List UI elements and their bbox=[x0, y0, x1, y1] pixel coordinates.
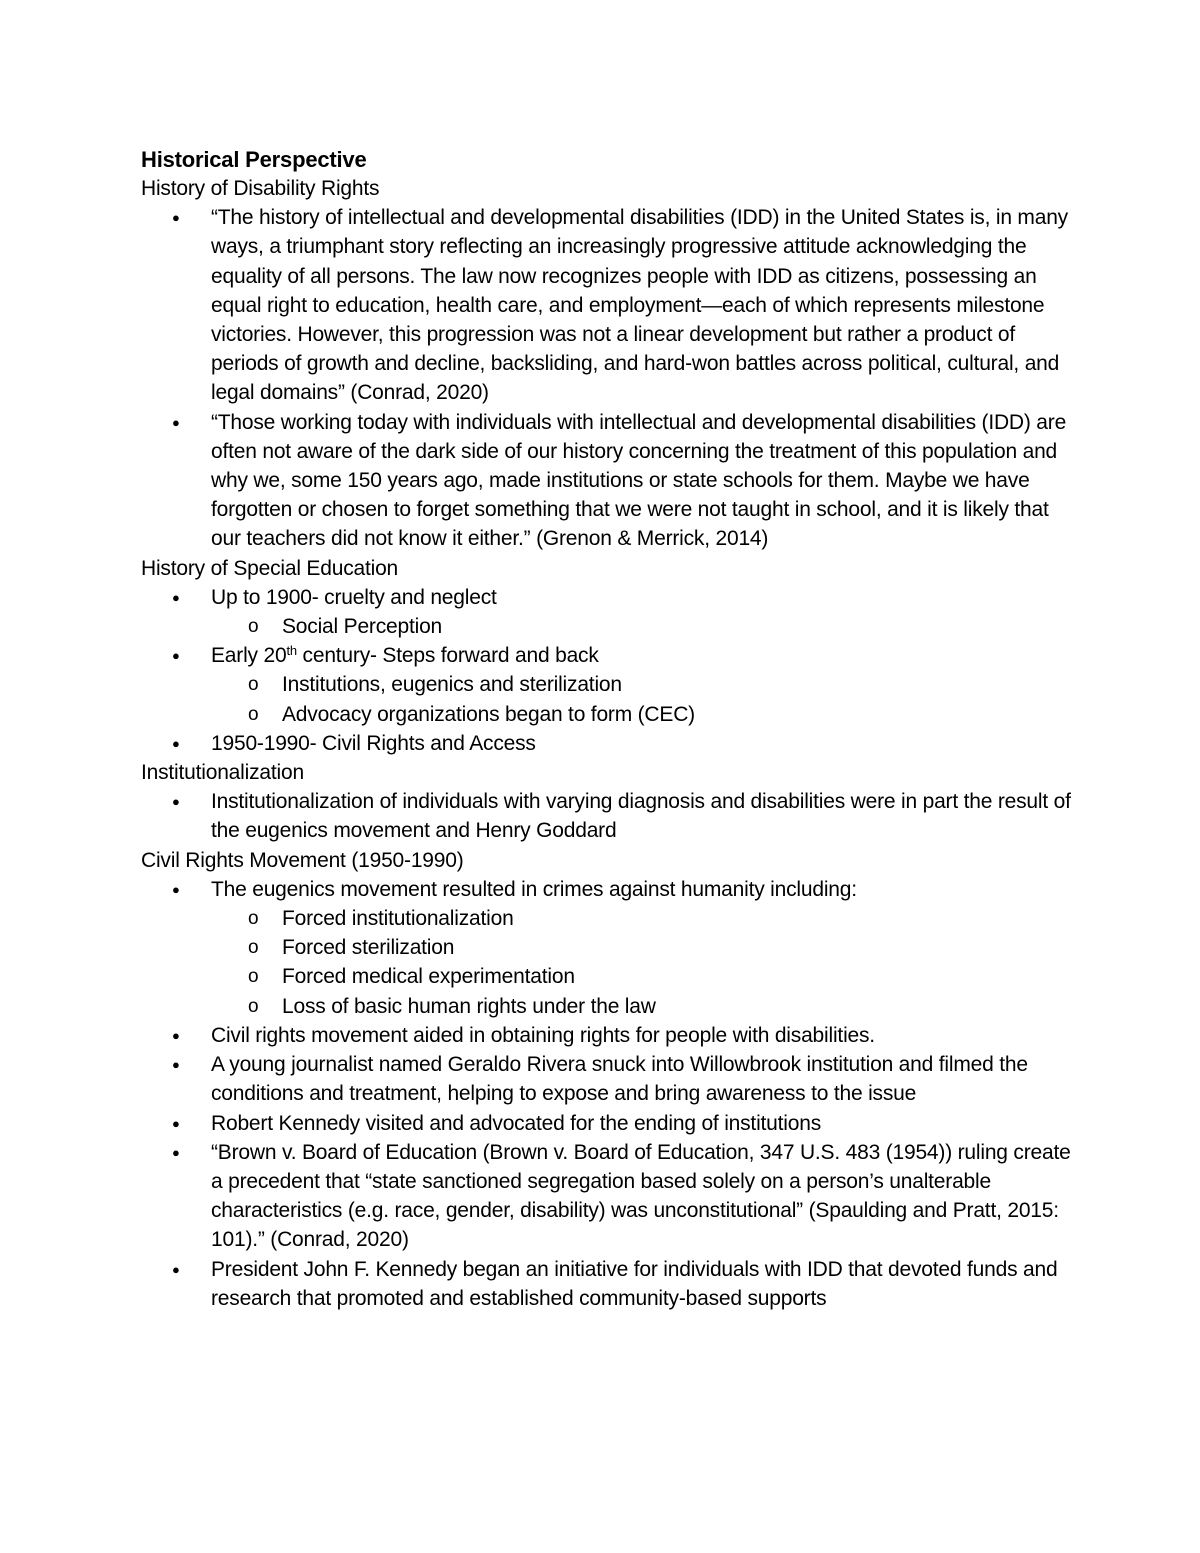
list-item: ● Civil rights movement aided in obtaining rights for people with disabilities. bbox=[211, 1021, 1071, 1050]
section-heading-civil-rights: Civil Rights Movement (1950-1990) bbox=[141, 848, 464, 872]
special-education-list bbox=[141, 583, 1071, 758]
sub-list-item: o Social Perception bbox=[282, 612, 1071, 641]
list-item: ● “The history of intellectual and developmental disabilities (IDD) in the United States is, in many ways, a triumphant story reflecting an increasingly progressive attitude acknowledging the equality of all persons. The law now recognizes people with IDD as citizens, possessing an equal right to education, health care, and employment—each of which represents milestone victories. However, this progression was not a linear development but rather a product of periods of growth and decline, backsliding, and hard-won battles across political, cultural, and legal domains” (Conrad, 2020) bbox=[211, 203, 1071, 407]
institutionalization-list bbox=[141, 787, 1071, 845]
sub-list-item: o Forced medical experimentation bbox=[282, 962, 1071, 991]
civil-rights-list bbox=[141, 875, 1071, 1313]
list-item: ● “Brown v. Board of Education (Brown v. Board of Education, 347 U.S. 483 (1954)) ruling create a precedent that “state sanctioned segregation based solely on a person’s unalterable characteristics (e.g. race, gender, disability) was unconstitutional” (Spaulding and Pratt, 2015: 101).” (Conrad, 2020) bbox=[211, 1138, 1071, 1255]
document-title: Historical Perspective bbox=[141, 147, 367, 172]
sub-list bbox=[211, 612, 1071, 641]
list-item bbox=[211, 875, 1071, 1021]
disability-rights-list bbox=[141, 203, 1071, 553]
sub-list bbox=[211, 904, 1071, 1021]
list-item-text-suffix: century- Steps forward and back bbox=[296, 644, 599, 668]
list-item-text: The eugenics movement resulted in crimes against humanity including: bbox=[211, 877, 857, 901]
list-item: ● President John F. Kennedy began an initiative for individuals with IDD that devoted funds and research that promoted and established community-based supports bbox=[211, 1255, 1071, 1313]
list-item: ● Robert Kennedy visited and advocated for the ending of institutions bbox=[211, 1109, 1071, 1138]
sub-list bbox=[211, 670, 1071, 728]
section-heading-special-education: History of Special Education bbox=[141, 556, 399, 580]
section-heading-disability-rights: History of Disability Rights bbox=[141, 177, 380, 200]
list-item-text-prefix: Early 20 bbox=[211, 644, 287, 668]
sub-list-item: o Forced sterilization bbox=[282, 933, 1071, 962]
sub-list-item: o Institutions, eugenics and sterilization bbox=[282, 670, 1071, 699]
list-item bbox=[211, 641, 1071, 729]
list-item: ● Institutionalization of individuals with varying diagnosis and disabilities were in part the result of the eugenics movement and Henry Goddard bbox=[211, 787, 1071, 845]
list-item-text: Up to 1900- cruelty and neglect bbox=[211, 585, 497, 609]
list-item bbox=[211, 583, 1071, 641]
list-item: ● “Those working today with individuals with intellectual and developmental disabilities (IDD) are often not aware of the dark side of our history concerning the treatment of this population and why we, some 150 years ago, made institutions or state schools for them. Maybe we have forgotten or chosen to forget something that we were not taught in school, and it is likely that our teachers did not know it either.” (Grenon & Merrick, 2014) bbox=[211, 408, 1071, 554]
superscript: th bbox=[286, 643, 297, 659]
list-item: ● A young journalist named Geraldo Rivera snuck into Willowbrook institution and filmed the conditions and treatment, helping to expose and bring awareness to the issue bbox=[211, 1050, 1071, 1108]
sub-list-item: o Loss of basic human rights under the law bbox=[282, 992, 1071, 1021]
document-page bbox=[141, 146, 1071, 1313]
sub-list-item: o Advocacy organizations began to form (CEC) bbox=[282, 700, 1071, 729]
list-item: ● 1950-1990- Civil Rights and Access bbox=[211, 729, 1071, 758]
sub-list-item: o Forced institutionalization bbox=[282, 904, 1071, 933]
section-heading-institutionalization: Institutionalization bbox=[141, 761, 304, 785]
